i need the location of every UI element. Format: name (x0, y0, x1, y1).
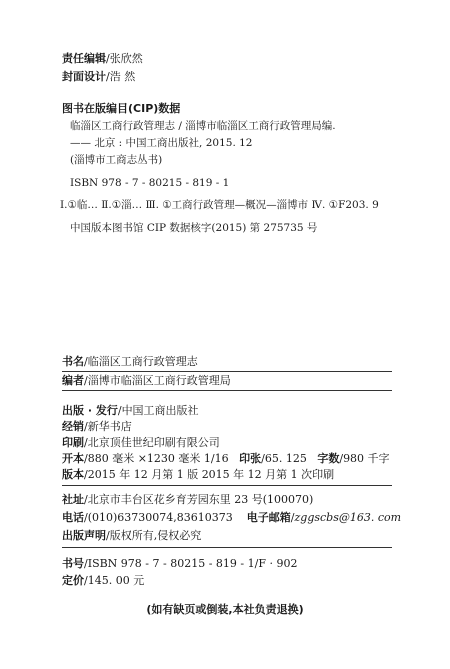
edition-line: 版本/2015 年 12 月第 1 版 2015 年 12 月第 1 次印刷 (62, 468, 335, 481)
address-value: 北京市丰台区花乡育芳园东里 23 号(100070) (87, 493, 314, 506)
cip-classification: Ⅰ.①临… Ⅱ.①淄… Ⅲ. ①工商行政管理—概况—淄博市 Ⅳ. ①F203. 9 (60, 199, 379, 211)
editor-value: 张欣然 (109, 52, 143, 65)
price-value: 145. 00 元 (87, 574, 145, 587)
cip-isbn: ISBN 978 - 7 - 80215 - 819 - 1 (70, 177, 230, 189)
words-value: 980 千字 (343, 452, 390, 465)
divider (62, 485, 392, 486)
cip-line2: —— 北京 : 中国工商出版社, 2015. 12 (70, 137, 253, 149)
statement-value: 版权所有,侵权必究 (109, 529, 202, 542)
format-value: 880 毫米 ×1230 毫米 1/16 (87, 452, 229, 465)
divider (62, 371, 392, 372)
book-number-label: 书号 (62, 557, 84, 570)
edition-label: 版本 (62, 468, 84, 481)
footer-note: (如有缺页或倒装,本社负责退换) (146, 603, 304, 616)
compiler-line: 编者/淄博市临淄区工商行政管理局 (62, 374, 231, 387)
address-label: 社址 (62, 493, 84, 506)
phone-value: (010)63730074,83610373 (87, 511, 233, 524)
price-label: 定价 (62, 574, 84, 587)
price-line: 定价/145. 00 元 (62, 574, 145, 587)
statement-label: 出版声明 (62, 529, 106, 542)
book-title-label: 书名 (62, 355, 84, 368)
publisher-line: 出版 · 发行/中国工商出版社 (62, 404, 199, 417)
printer-value: 北京顶佳世纪印刷有限公司 (87, 436, 220, 449)
cip-library-note: 中国版本图书馆 CIP 数据核字(2015) 第 275735 号 (70, 222, 318, 234)
distributor-line: 经销/新华书店 (62, 420, 132, 433)
edition-value: 2015 年 12 月第 1 版 2015 年 12 月第 1 次印刷 (87, 468, 335, 481)
phone-label: 电话 (62, 511, 84, 524)
address-line: 社址/北京市丰台区花乡育芳园东里 23 号(100070) (62, 493, 314, 506)
editor-label: 责任编辑 (62, 52, 106, 65)
cip-line1: 临淄区工商行政管理志 / 淄博市临淄区工商行政管理局编. (70, 120, 336, 132)
book-title-value: 临淄区工商行政管理志 (87, 355, 198, 368)
format-line: 开本/880 毫米 ×1230 毫米 1/16 印张/65. 125 字数/980 千字 (62, 452, 390, 465)
printer-label: 印刷 (62, 436, 84, 449)
format-label: 开本 (62, 452, 84, 465)
sheets-value: 65. 125 (264, 452, 307, 465)
cip-heading: 图书在版编目(CIP)数据 (62, 102, 181, 115)
phone-line: 电话/(010)63730074,83610373 电子邮箱/zggscbs@163. com (62, 511, 402, 524)
words-label: 字数 (317, 452, 340, 465)
divider (62, 390, 392, 391)
publisher-label: 出版 · 发行 (62, 404, 118, 417)
statement-line: 出版声明/版权所有,侵权必究 (62, 529, 202, 542)
email-value: zggscbs@163. com (294, 511, 402, 524)
email-label: 电子邮箱 (246, 511, 291, 524)
cip-line3: (淄博市工商志丛书) (70, 154, 163, 166)
publisher-value: 中国工商出版社 (121, 404, 199, 417)
printer-line: 印刷/北京顶佳世纪印刷有限公司 (62, 436, 220, 449)
book-number-line: 书号/ISBN 978 - 7 - 80215 - 819 - 1/F · 902 (62, 557, 298, 570)
sheets-label: 印张 (239, 452, 262, 465)
book-number-value: ISBN 978 - 7 - 80215 - 819 - 1/F · 902 (87, 557, 298, 570)
cover-design-line: 封面设计/浩 然 (62, 70, 136, 83)
distributor-label: 经销 (62, 420, 84, 433)
editor-line: 责任编辑/张欣然 (62, 52, 143, 65)
divider (62, 547, 392, 548)
compiler-value: 淄博市临淄区工商行政管理局 (87, 374, 231, 387)
cover-design-label: 封面设计 (62, 70, 106, 83)
book-title-line: 书名/临淄区工商行政管理志 (62, 355, 198, 368)
distributor-value: 新华书店 (87, 420, 132, 433)
cover-design-value: 浩 然 (109, 70, 136, 83)
compiler-label: 编者 (62, 374, 84, 387)
